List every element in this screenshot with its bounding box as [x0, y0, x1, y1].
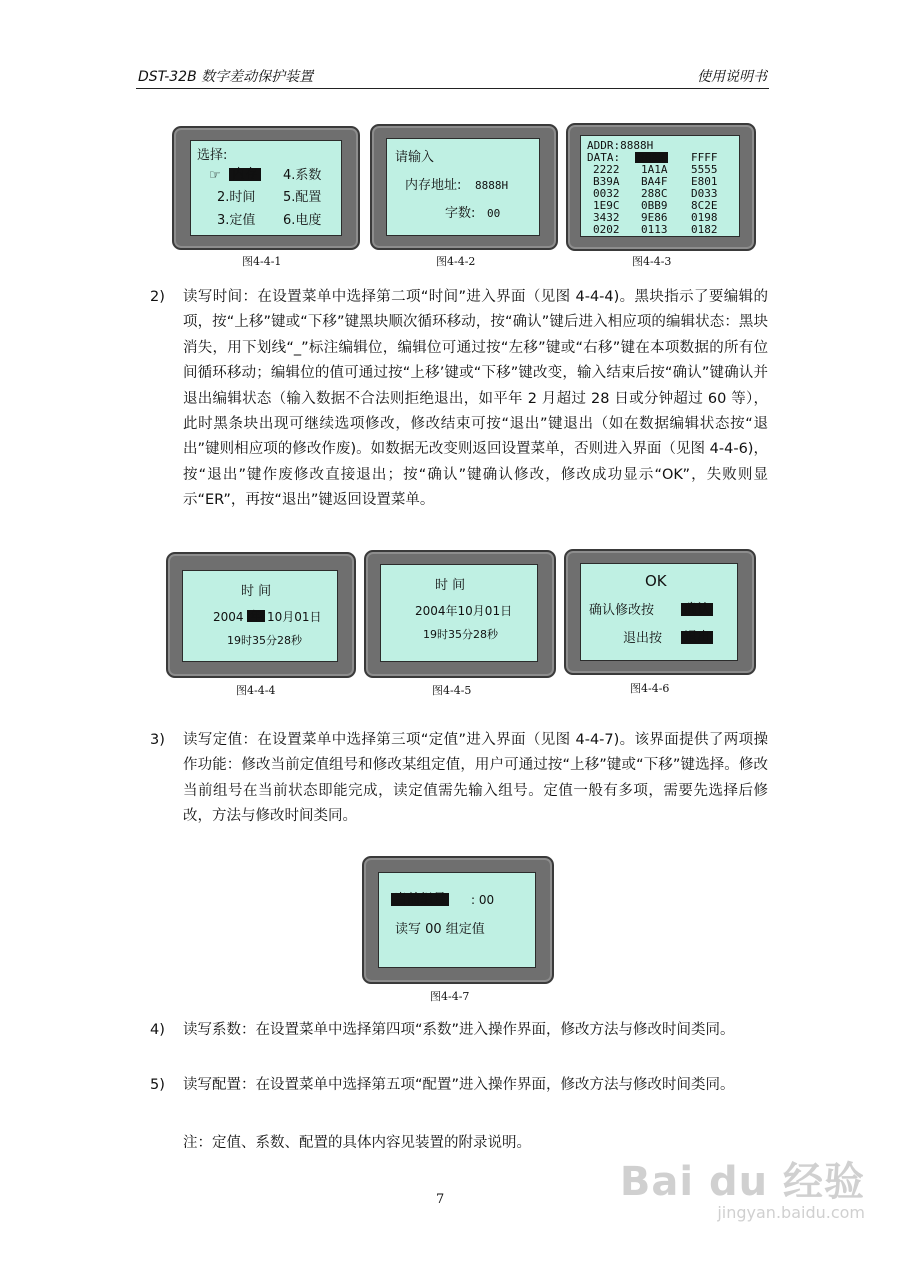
data-cell: 3432 — [593, 211, 620, 224]
data-cell: 0BB9 — [641, 199, 668, 212]
lcd-fig-4-4-4 — [166, 552, 356, 678]
prompt-label: 请输入 — [395, 150, 435, 165]
data-cell: BA4F — [641, 175, 668, 188]
watermark — [620, 1150, 865, 1222]
data-cell: 8C2E — [691, 199, 718, 212]
data-cell: FFFF — [691, 151, 718, 164]
addr-label: 内存地址: — [405, 178, 462, 193]
confirm-key-label: 确认 — [681, 603, 713, 616]
note-text: 注：定值、系数、配置的具体内容见装置的附录说明。 — [183, 1135, 531, 1151]
lcd-fig-4-4-2 — [370, 124, 558, 250]
caption-4-4-2: 图4-4-2 — [436, 255, 476, 268]
exit-key-label: 退出 — [681, 631, 713, 644]
lcd-fig-4-4-3 — [566, 123, 756, 251]
count-value: 00 — [487, 207, 501, 220]
group-label-selected: 当前组号 — [391, 893, 449, 906]
header-left: DST-32B 数字差动保护装置 — [138, 69, 314, 85]
data-cell: B39A — [593, 175, 620, 188]
data-cell: 2222 — [593, 163, 620, 176]
year-value: 2004 — [213, 610, 244, 624]
data-cell: 288C — [641, 187, 668, 200]
time-title: 时 间 — [241, 584, 272, 599]
date-rest: 10月01日 — [267, 610, 322, 624]
data-cell: 0113 — [641, 223, 668, 236]
data-cell: 0202 — [593, 223, 620, 236]
date-value: 2004年10月01日 — [415, 604, 513, 618]
time-value: 19时35分28秒 — [423, 628, 498, 641]
data-cell: 0198 — [691, 211, 718, 224]
read-write-group-line: 读写 00 组定值 — [395, 922, 485, 937]
section-3-text: 读写定值：在设置菜单中选择第三项“定值”进入界面（见图 4-4-7)。该界面提供了两项操作功能：修改当前定值组号和修改某组定值，用户可通过按“上移”键或“下移”键选择。修改当前组号在当前状态即能完成，读定值需先输入组号。定值一般有多项，需要先选择后修改，方法与修改时间类同。 — [183, 732, 768, 825]
menu-item-memory: 内存 — [229, 168, 261, 181]
data-label: DATA: — [587, 151, 621, 164]
section-2-text: 读写时间：在设置菜单中选择第二项“时间”进入界面（见图 4-4-4)。黑块指示了要编辑的项，按“上移”键或“下移”键黑块顺次循环移动，按“确认”键后进入相应项的编辑状态：黑块消失，用下划线“_”标注编辑位，编辑位可通过按“左移”键或“右移”键在本项数据的所有位间循环移动；编辑位的值可通过按“上移’键或“下移”键改变，输入结束后按“确认”键确认并退出编辑状态（输入数据不合法则拒绝退出，如平年 2 月超过 28 日或分钟超过 60 等），此时黑条块出现可继续选项修改，修改结束可按“退出”键退出（如在数据编辑状态按“退出”键则相应项的修改作废)。如数据无改变则返回设置菜单，否则进入界面（见图 4-4-6)，按“退出”键作废修改直接退出；按“确认”键确认修改，修改成功显示“OK”，失败则显示“ER”，再按“退出”键返回设置菜单。 — [183, 289, 768, 509]
data-cell: 5555 — [691, 163, 718, 176]
data-cell: 1A1A — [641, 163, 668, 176]
year-unit-selected: 年 — [247, 610, 265, 622]
time-title: 时 间 — [435, 578, 466, 593]
exit-label: 退出按 — [623, 631, 663, 646]
confirm-label: 确认修改按 — [589, 603, 655, 618]
section-4-text: 读写系数：在设置菜单中选择第四项“系数”进入操作界面，修改方法与修改时间类同。 — [183, 1022, 735, 1038]
hand-pointer-icon: ☞ — [209, 168, 221, 183]
menu-item-coef: 4.系数 — [283, 168, 322, 183]
data-cell: D033 — [691, 187, 718, 200]
lcd-fig-4-4-5 — [364, 550, 556, 678]
caption-4-4-1: 图4-4-1 — [242, 255, 282, 268]
data-cell: 9E86 — [641, 211, 668, 224]
addr-value: 8888H — [475, 179, 509, 192]
caption-4-4-6: 图4-4-6 — [630, 682, 670, 695]
menu-item-energy: 6.电度 — [283, 213, 322, 228]
section-2-number: 2) — [150, 289, 165, 305]
group-value: : 00 — [471, 893, 495, 907]
data-cell: 1E9C — [593, 199, 620, 212]
data-cell: 0182 — [691, 223, 718, 236]
caption-4-4-5: 图4-4-5 — [432, 684, 472, 697]
watermark-url: jingyan.baidu.com — [717, 1203, 865, 1222]
header-rule — [136, 88, 769, 89]
menu-item-setting: 3.定值 — [217, 213, 256, 228]
lcd-fig-4-4-7 — [362, 856, 554, 984]
data-cell: E801 — [691, 175, 718, 188]
menu-item-config: 5.配置 — [283, 190, 322, 205]
count-label: 字数: — [445, 206, 476, 221]
time-value: 19时35分28秒 — [227, 634, 302, 647]
data-cell: 0032 — [593, 187, 620, 200]
caption-4-4-3: 图4-4-3 — [632, 255, 672, 268]
menu-item-time: 2.时间 — [217, 190, 256, 205]
section-4-number: 4) — [150, 1022, 165, 1038]
section-3-number: 3) — [150, 732, 165, 748]
header-right: 使用说明书 — [697, 69, 767, 85]
caption-4-4-7: 图4-4-7 — [430, 990, 470, 1003]
page-number: 7 — [436, 1192, 445, 1207]
lcd-fig-4-4-6 — [564, 549, 756, 675]
watermark-brand: Bai du 经验 — [619, 1159, 865, 1205]
data-cell-selected: 0000 — [635, 152, 668, 163]
addr-line: ADDR:8888H — [587, 139, 654, 152]
section-5-number: 5) — [150, 1077, 165, 1093]
caption-4-4-4: 图4-4-4 — [236, 684, 276, 697]
section-5-text: 读写配置：在设置菜单中选择第五项“配置”进入操作界面，修改方法与修改时间类同。 — [183, 1077, 735, 1093]
ok-text: OK — [645, 572, 667, 590]
lcd-fig-4-4-1 — [172, 126, 360, 250]
menu-title: 选择: — [197, 148, 228, 163]
